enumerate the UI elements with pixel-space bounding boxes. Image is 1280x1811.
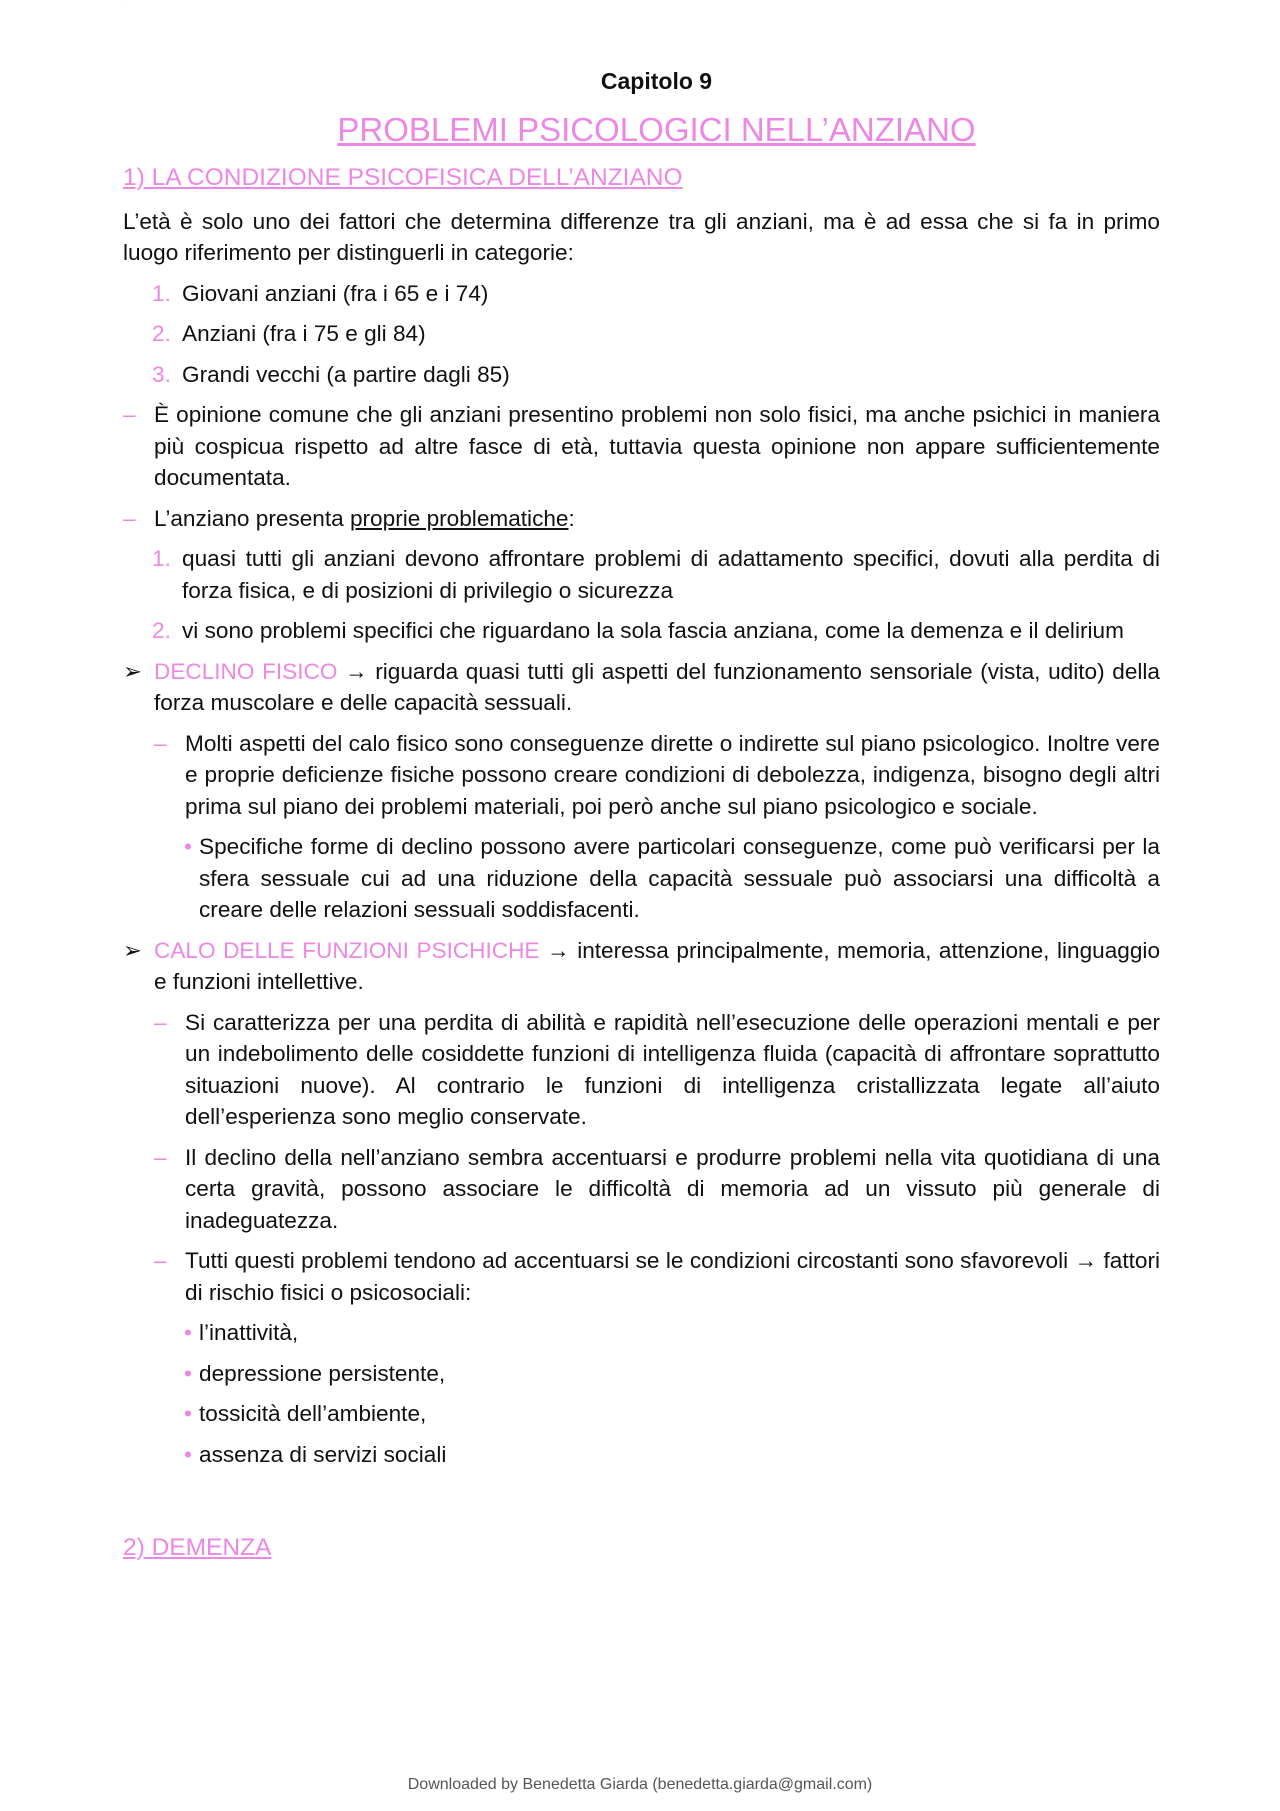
right-arrow-icon: → <box>1074 1248 1098 1273</box>
declino-bullet-text: Specifiche forme di declino possono avere particolari conseguenze, come può verificarsi per la sfera sessuale cui ad una riduzione della capacità sessuale può associarsi una difficoltà a creare delle relazioni sessuali soddisfacenti. <box>199 834 1160 922</box>
risk-factors-list <box>123 1317 1160 1470</box>
opinion-item <box>123 399 1160 494</box>
list-number: 3. <box>152 361 171 387</box>
problems-lead: L’anziano presenta <box>154 505 350 531</box>
list-item-text: assenza di servizi sociali <box>199 1441 447 1467</box>
list-item <box>123 615 1160 647</box>
list-item <box>123 278 1160 310</box>
calo-text <box>154 935 1160 998</box>
dash-icon: – <box>154 1009 167 1035</box>
list-number: 2. <box>152 618 171 643</box>
declino-detail-text: Molti aspetti del calo fisico sono conseguenze dirette o indirette sul piano psicologico. Inoltre vere e proprie deficienze fisiche possono creare condizioni di debolezza, indigenza, bisogno degli altri prima sul piano dei problemi materiali, poi però anche sul piano psicologico e sociale. <box>185 730 1160 819</box>
list-item <box>123 1317 1160 1349</box>
problems-text <box>154 503 1160 535</box>
calo-point-text: Il declino della nell’anziano sembra accentuarsi e produrre problemi nella vita quotidiana di una certa gravità, possono associare le difficoltà di memoria ad un vissuto più generale di inadeguatezza. <box>185 1144 1160 1233</box>
list-item <box>123 543 1160 606</box>
declino-bullet-item <box>123 831 1160 926</box>
calo-label: CALO DELLE FUNZIONI PSICHICHE <box>154 937 540 963</box>
list-item <box>123 318 1160 350</box>
calo-description: interessa principalmente, memoria, attenzione, linguaggio e funzioni intellettive. <box>154 937 1161 994</box>
declino-text <box>154 656 1160 719</box>
list-item-text: Grandi vecchi (a partire dagli 85) <box>182 361 510 387</box>
dash-icon: – <box>123 402 136 427</box>
download-footer: Downloaded by Benedetta Giarda (benedetta.giarda@gmail.com) <box>407 1776 873 1793</box>
bullet-icon: • <box>184 834 192 859</box>
problems-colon: : <box>568 505 575 531</box>
calo-point-item <box>123 1007 1160 1133</box>
section-1-heading: 1) LA CONDIZIONE PSICOFISICA DELL’ANZIANO <box>123 163 683 191</box>
declino-fisico-item <box>123 656 1160 719</box>
calo-point-item <box>123 1142 1160 1237</box>
problems-list <box>123 543 1160 647</box>
age-categories-list <box>123 278 1160 391</box>
chapter-label: Capitolo 9 <box>600 68 713 94</box>
declino-detail-item <box>123 728 1160 823</box>
problems-underlined: proprie problematiche <box>349 505 569 531</box>
bullet-icon: • <box>184 1360 192 1386</box>
list-number: 1. <box>152 546 171 571</box>
dash-icon: – <box>123 505 136 531</box>
risk-factors-text <box>185 1245 1160 1308</box>
list-number: 1. <box>152 280 171 306</box>
right-arrow-icon: → <box>345 658 368 684</box>
risk-lead: Tutti questi problemi tendono ad accentuarsi se le condizioni circostanti sono sfavorevoli <box>185 1248 1075 1273</box>
section-2-heading: 2) DEMENZA <box>123 1534 272 1561</box>
list-item-text: tossicità dell’ambiente, <box>199 1401 427 1426</box>
bullet-icon: • <box>184 1441 192 1467</box>
bullet-icon: • <box>184 1320 192 1345</box>
chevron-arrow-icon: ➢ <box>123 937 142 963</box>
list-item <box>123 1398 1160 1430</box>
list-item-text: vi sono problemi specifici che riguardano la sola fascia anziana, come la demenza e il delirium <box>182 618 1124 643</box>
risk-tail: fattori di rischio fisici o psicosociali: <box>185 1248 1160 1305</box>
page-header-mark: ····· <box>118 2 123 6</box>
dash-icon: – <box>154 1144 167 1170</box>
opinion-text: È opinione comune che gli anziani presentino problemi non solo fisici, ma anche psichici in maniera più cospicua rispetto ad altre fasce di età, tuttavia questa opinione non appare sufficientemente documentata. <box>154 402 1160 490</box>
list-number: 2. <box>152 321 171 346</box>
list-item <box>123 1358 1160 1390</box>
list-item-text: quasi tutti gli anziani devono affrontare problemi di adattamento specifici, dovuti alla perdita di forza fisica, e di posizioni di privilegio o sicurezza <box>182 546 1160 603</box>
chevron-arrow-icon: ➢ <box>123 658 142 684</box>
dash-icon: – <box>154 1248 167 1273</box>
problems-item <box>123 503 1160 535</box>
declino-label: DECLINO FISICO <box>154 658 338 684</box>
declino-description: riguarda quasi tutti gli aspetti del funzionamento sensoriale (vista, udito) della forza muscolare e delle capacità sessuali. <box>154 658 1160 715</box>
right-arrow-icon: → <box>547 937 570 963</box>
list-item-text: l’inattività, <box>199 1320 299 1345</box>
calo-point-text: Si caratterizza per una perdita di abilità e rapidità nell’esecuzione delle operazioni mentali e per un indebolimento delle cosiddette funzioni di intelligenza fluida (capacità di affrontare soprattutto situazioni nuove). Al contrario le funzioni di intelligenza cristallizzata legate all’aiuto dell’esperienza sono meglio conservate. <box>185 1009 1160 1129</box>
dash-icon: – <box>154 730 167 756</box>
list-item-text: Giovani anziani (fra i 65 e i 74) <box>182 280 489 306</box>
risk-factors-item <box>123 1245 1160 1308</box>
list-item <box>123 1439 1160 1471</box>
list-item-text: Anziani (fra i 75 e gli 84) <box>182 321 426 346</box>
bullet-icon: • <box>184 1401 192 1426</box>
intro-paragraph: L’età è solo uno dei fattori che determina differenze tra gli anziani, ma è ad essa che si fa in primo luogo riferimento per distinguerli in categorie: <box>123 208 1160 265</box>
list-item-text: depressione persistente, <box>199 1360 446 1386</box>
document-page <box>123 66 1160 1576</box>
list-item <box>123 359 1160 391</box>
document-title: PROBLEMI PSICOLOGICI NELL’ANZIANO <box>337 110 976 148</box>
calo-funzioni-item <box>123 935 1160 998</box>
